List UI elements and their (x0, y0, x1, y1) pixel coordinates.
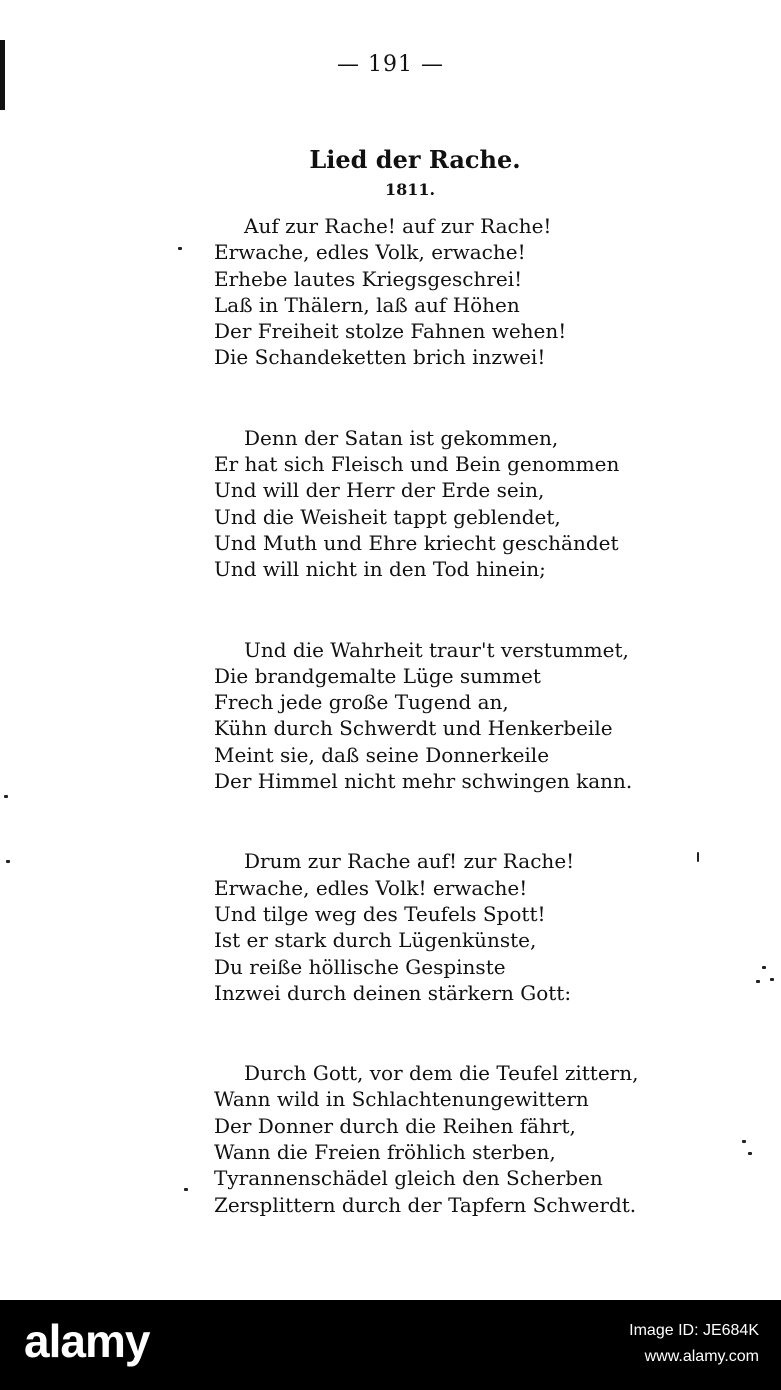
scan-speck (184, 1188, 188, 1191)
scan-speck (756, 980, 760, 983)
poem-body (214, 213, 639, 1272)
poem-line: Inzwei durch deinen stärkern Gott: (214, 980, 572, 1005)
poem-line: Wann wild in Schlachtenungewittern (214, 1087, 589, 1112)
poem-line: Und die Weisheit tappt geblendet, (214, 504, 561, 529)
poem-line: Ist er stark durch Lügenkünste, (214, 928, 537, 953)
poem-line: Auf zur Rache! auf zur Rache! (244, 214, 552, 238)
stanza-2 (214, 425, 634, 583)
scan-speck (748, 1152, 752, 1155)
poem-line: Denn der Satan ist gekommen, (244, 425, 559, 450)
poem-line: Und will nicht in den Tod hinein; (214, 557, 546, 582)
poem-line: Drum zur Rache auf! zur Rache! (244, 849, 575, 874)
poem-year: 1811. (384, 180, 436, 199)
poem-line: Erwache, edles Volk! erwache! (214, 875, 528, 900)
poem-line: Und die Wahrheit traur't verstummet, (244, 637, 629, 662)
footer-url: www.alamy.com (644, 1348, 759, 1365)
scan-speck (6, 860, 10, 863)
poem-line: Frech jede große Tugend an, (214, 690, 509, 715)
poem-line: Zersplittern durch der Tapfern Schwerdt. (214, 1192, 637, 1217)
scan-speck (697, 852, 699, 862)
poem-line: Tyrannenschädel gleich den Scherben (214, 1166, 603, 1191)
scan-speck (742, 1140, 746, 1143)
page-number: — 191 — (337, 52, 444, 77)
stanza-3 (214, 637, 634, 795)
poem-line: Die brandgemalte Lüge summet (214, 663, 541, 688)
stanza-5 (214, 1060, 639, 1218)
poem-line: Der Donner durch die Reihen fährt, (214, 1113, 576, 1138)
poem-line: Erwache, edles Volk, erwache! (214, 240, 526, 265)
poem-title: Lied der Rache. (309, 145, 521, 174)
poem-line: Er hat sich Fleisch und Bein genommen (214, 452, 620, 477)
image-id-label: Image ID: JE684K (629, 1322, 759, 1339)
scan-speck (4, 795, 8, 798)
poem-line: Der Freiheit stolze Fahnen wehen! (214, 319, 567, 344)
watermark-footer (0, 1300, 781, 1390)
poem-line: Wann die Freien fröhlich sterben, (214, 1140, 556, 1165)
alamy-logo: alamy (24, 1315, 150, 1367)
poem-line: Kühn durch Schwerdt und Henkerbeile (214, 716, 613, 741)
scan-speck (762, 966, 766, 969)
poem-line: Laß in Thälern, laß auf Höhen (214, 292, 520, 317)
poem-line: Und will der Herr der Erde sein, (214, 478, 545, 503)
poem-line: Meint sie, daß seine Donnerkeile (214, 742, 550, 767)
poem-line: Der Himmel nicht mehr schwingen kann. (214, 769, 633, 794)
poem-line: Erhebe lautes Kriegsgeschrei! (214, 266, 523, 291)
stanza-4 (214, 848, 634, 1006)
scan-speck (770, 978, 774, 981)
stanza-1 (214, 213, 634, 371)
scan-speck (178, 247, 182, 250)
poem-line: Und Muth und Ehre kriecht geschändet (214, 530, 619, 555)
poem-line: Durch Gott, vor dem die Teufel zittern, (244, 1061, 639, 1086)
poem-line: Und tilge weg des Teufels Spott! (214, 901, 546, 926)
poem-line: Du reiße höllische Gespinste (214, 954, 506, 979)
poem-line: Die Schandeketten brich inzwei! (214, 345, 546, 370)
